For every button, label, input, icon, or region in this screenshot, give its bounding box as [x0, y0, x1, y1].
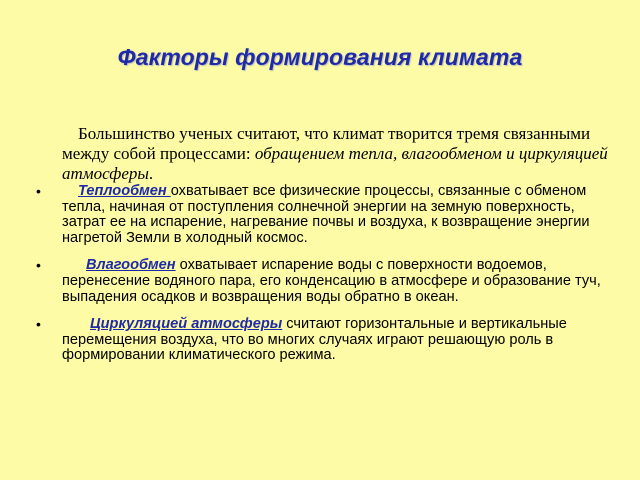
intro-end: .	[148, 164, 154, 183]
bullet-text: охватывает испарение воды с поверхности водоемов, перенесение водяного пара, его конденсацию в атмосфере и образование туч, выпадения осадков и возвращения воды обратно в океан.	[62, 257, 601, 305]
bullet-item-heat-exchange	[0, 184, 640, 246]
bullet-text: охватывает все физические процессы, связанные с обменом тепла, начиная от поступления солнечной энергии на земную поверхность, затрат ее на испарение, нагревание почвы и воздуха, к возвращение энергии нагретой Земли в холодный космос.	[62, 183, 590, 246]
bullet-marker-icon: •	[36, 257, 41, 274]
bullet-text: считают горизонтальные и вертикальные перемещения воздуха, что во многих случаях играют решающую роль в формировании климатического режима.	[62, 316, 567, 364]
bullet-item-atmospheric-circulation	[0, 317, 640, 364]
term-atmospheric-circulation: Циркуляцией атмосферы	[90, 316, 283, 333]
bullet-marker-icon: •	[36, 183, 41, 199]
intro-emphasis: обращением тепла, влагообменом и циркуляцией атмосферы	[62, 144, 608, 183]
term-moisture-exchange: Влагообмен	[86, 257, 176, 274]
slide-title: Факторы формирования климата	[117, 44, 523, 70]
bullet-marker-icon: •	[36, 316, 41, 333]
intro-text: Большинство ученых считают, что климат творится тремя связанными между собой процессами:	[62, 124, 591, 163]
bullet-item-moisture-exchange	[0, 258, 640, 305]
term-heat-exchange: Теплообмен	[78, 183, 171, 199]
intro-paragraph	[62, 124, 610, 184]
bullet-list	[0, 184, 640, 376]
